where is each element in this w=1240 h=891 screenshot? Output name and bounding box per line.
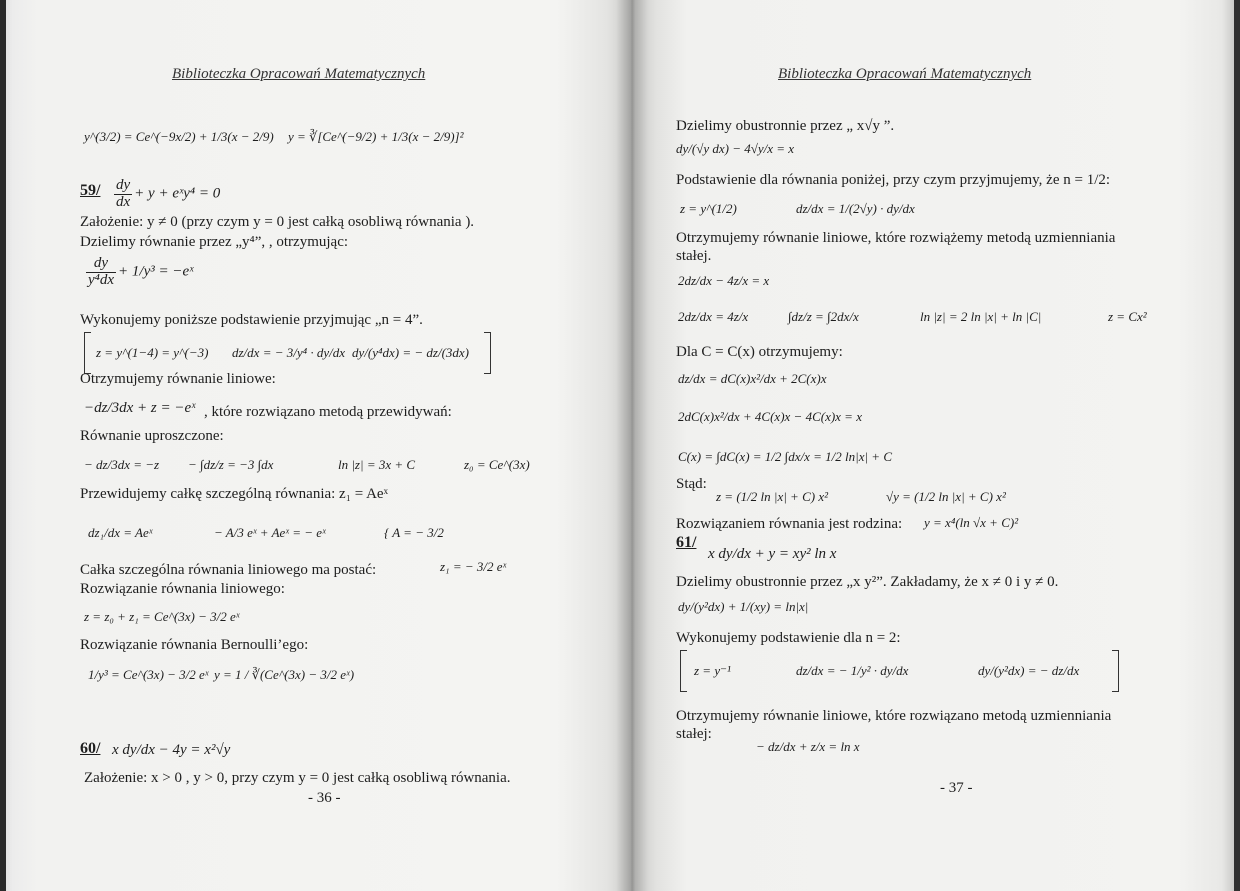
linear-text-right-2: stałej.: [676, 248, 712, 264]
substitution-61-text: Wykonujemy podstawienie dla n = 2:: [676, 630, 901, 646]
substitution-a-right: z = y^(1/2): [680, 201, 737, 216]
divide-61-text: Dzielimy obustronnie przez „x y²”. Zakładamy, że x ≠ 0 i y ≠ 0.: [676, 574, 1059, 590]
substitution-b-right: dz/dx = 1/(2√y) · dy/dx: [796, 201, 915, 216]
substitution-61-b: dz/dx = − 1/y² · dy/dx: [796, 663, 909, 678]
right-book-edge: [1234, 0, 1240, 891]
exercise-59-equation: $\frac{dy}{dx}$ + y + eˣy⁴ = 0: [116, 177, 221, 210]
bernoulli-b: y = 1 / ∛(Ce^(3x) − 3/2 eˣ): [214, 667, 355, 682]
substitution-text: Wykonujemy poniższe podstawienie przyjmując „n = 4”.: [80, 312, 423, 328]
linear-equation-right: 2dz/dx − 4z/x = x: [678, 273, 770, 288]
left-bracket-61: [680, 650, 687, 692]
exercise-60-number: 60/: [80, 740, 101, 757]
homogeneous-a: 2dz/dx = 4z/x: [678, 309, 749, 324]
divide-text: Dzielimy obustronnie przez „ x√y ”.: [676, 118, 895, 134]
exercise-61-number: 61/: [676, 534, 697, 551]
predict-a: dz₁/dx = Aeˣ: [88, 525, 153, 540]
family-equation: y = x⁴(ln √x + C)²: [924, 515, 1019, 530]
simplified-b: − ∫dz/z = −3 ∫dx: [188, 457, 274, 472]
homogeneous-c: ln |z| = 2 ln |x| + ln |C|: [920, 309, 1042, 324]
linear-equation: −dz/3dx + z = −eˣ: [84, 400, 196, 416]
for-c-text: Dla C = C(x) otrzymujemy:: [676, 344, 843, 360]
exercise-59-number: 59/: [80, 182, 101, 199]
left-header: Biblioteczka Opracowań Matematycznych: [172, 66, 426, 82]
equation-top-a: y^(3/2) = Ce^(−9x/2) + 1/3(x − 2/9): [84, 129, 274, 144]
linear-61-equation: − dz/dx + z/x = ln x: [756, 739, 860, 754]
exercise-60-equation: x dy/dx − 4y = x²√y: [112, 742, 231, 758]
substitution-b: dz/dx = − 3/y⁴ · dy/dx: [232, 345, 346, 360]
left-bracket: [84, 332, 91, 374]
bernoulli-a: 1/y³ = Ce^(3x) − 3/2 eˣ: [88, 667, 209, 682]
substitution-61-c: dy/(y²dx) = − dz/dx: [978, 663, 1080, 678]
hence-a: z = (1/2 ln |x| + C) x²: [716, 489, 828, 504]
right-bracket-61: [1112, 650, 1119, 692]
simplified-d: z₀ = Ce^(3x): [464, 457, 530, 472]
substitution-text-right: Podstawienie dla równania poniżej, przy czym przyjmujemy, że n = 1/2:: [676, 172, 1111, 188]
particular-equation: z₁ = − 3/2 eˣ: [440, 559, 507, 574]
homogeneous-d: z = Cx²: [1108, 309, 1147, 324]
simplified-c: ln |z| = 3x + C: [338, 457, 416, 472]
variation-a: dz/dx = dC(x)x²/dx + 2C(x)x: [678, 371, 827, 386]
assumption-59: Założenie: y ≠ 0 (przy czym y = 0 jest całką osobliwą równania ).: [80, 214, 475, 230]
simplified-text: Równanie uproszczone:: [80, 428, 224, 444]
bernoulli-text: Rozwiązanie równania Bernoulli’ego:: [80, 637, 309, 653]
linear-note: , które rozwiązano metodą przewidywań:: [204, 404, 452, 420]
simplified-a: − dz/3dx = −z: [84, 457, 160, 472]
left-page-number: - 36 -: [308, 790, 341, 806]
predict-text: Przewidujemy całkę szczególną równania: z₁ = Aeˣ: [80, 486, 388, 502]
linear-61-text: Otrzymujemy równanie liniowe, które rozwiązano metodą uzmienniania: [676, 708, 1112, 724]
substitution-c: dy/(y⁴dx) = − dz/(3dx): [352, 345, 469, 360]
divided-equation: $\frac{dy}{\text{y⁴dx}}$ + 1/y³ = −eˣ: [88, 255, 194, 288]
exercise-61-equation: x dy/dx + y = xy² ln x: [708, 546, 837, 562]
divide-59-text: Dzielimy równanie przez „y⁴”, , otrzymując:: [80, 234, 349, 250]
right-page-number: - 37 -: [940, 780, 973, 796]
divide-equation: dy/(√y dx) − 4√y/x = x: [676, 141, 795, 156]
predict-c: { A = − 3/2: [384, 525, 444, 540]
particular-text: Całka szczególna równania liniowego ma postać:: [80, 562, 377, 578]
linear-text-right: Otrzymujemy równanie liniowe, które rozwiążemy metodą uzmienniania: [676, 230, 1116, 246]
family-text: Rozwiązaniem równania jest rodzina:: [676, 516, 903, 532]
hence-text: Stąd:: [676, 476, 707, 492]
linear-solution-text: Rozwiązanie równania liniowego:: [80, 581, 285, 597]
homogeneous-b: ∫dz/z = ∫2dx/x: [788, 309, 859, 324]
left-book-edge: [0, 0, 6, 891]
divide-61-equation: dy/(y²dx) + 1/(xy) = ln|x|: [678, 599, 809, 614]
predict-b: − A/3 eˣ + Aeˣ = − eˣ: [214, 525, 326, 540]
right-bracket: [484, 332, 491, 374]
variation-c: C(x) = ∫dC(x) = 1/2 ∫dx/x = 1/2 ln|x| + C: [678, 449, 892, 464]
right-header: Biblioteczka Opracowań Matematycznych: [778, 66, 1032, 82]
linear-61-text-2: stałej:: [676, 726, 712, 742]
right-page: [632, 0, 1240, 891]
assumption-60: Założenie: x > 0 , y > 0, przy czym y = 0 jest całką osobliwą równania.: [84, 770, 511, 786]
equation-top-b: y = ∛[Ce^(−9/2) + 1/3(x − 2/9)]²: [288, 129, 464, 144]
substitution-61-a: z = y⁻¹: [694, 663, 731, 678]
linear-text: Otrzymujemy równanie liniowe:: [80, 371, 276, 387]
hence-b: √y = (1/2 ln |x| + C) x²: [886, 489, 1006, 504]
linear-solution-equation: z = z₀ + z₁ = Ce^(3x) − 3/2 eˣ: [84, 609, 240, 624]
substitution-a: z = y^(1−4) = y^(−3): [96, 345, 209, 360]
variation-b: 2dC(x)x²/dx + 4C(x)x − 4C(x)x = x: [678, 409, 862, 424]
